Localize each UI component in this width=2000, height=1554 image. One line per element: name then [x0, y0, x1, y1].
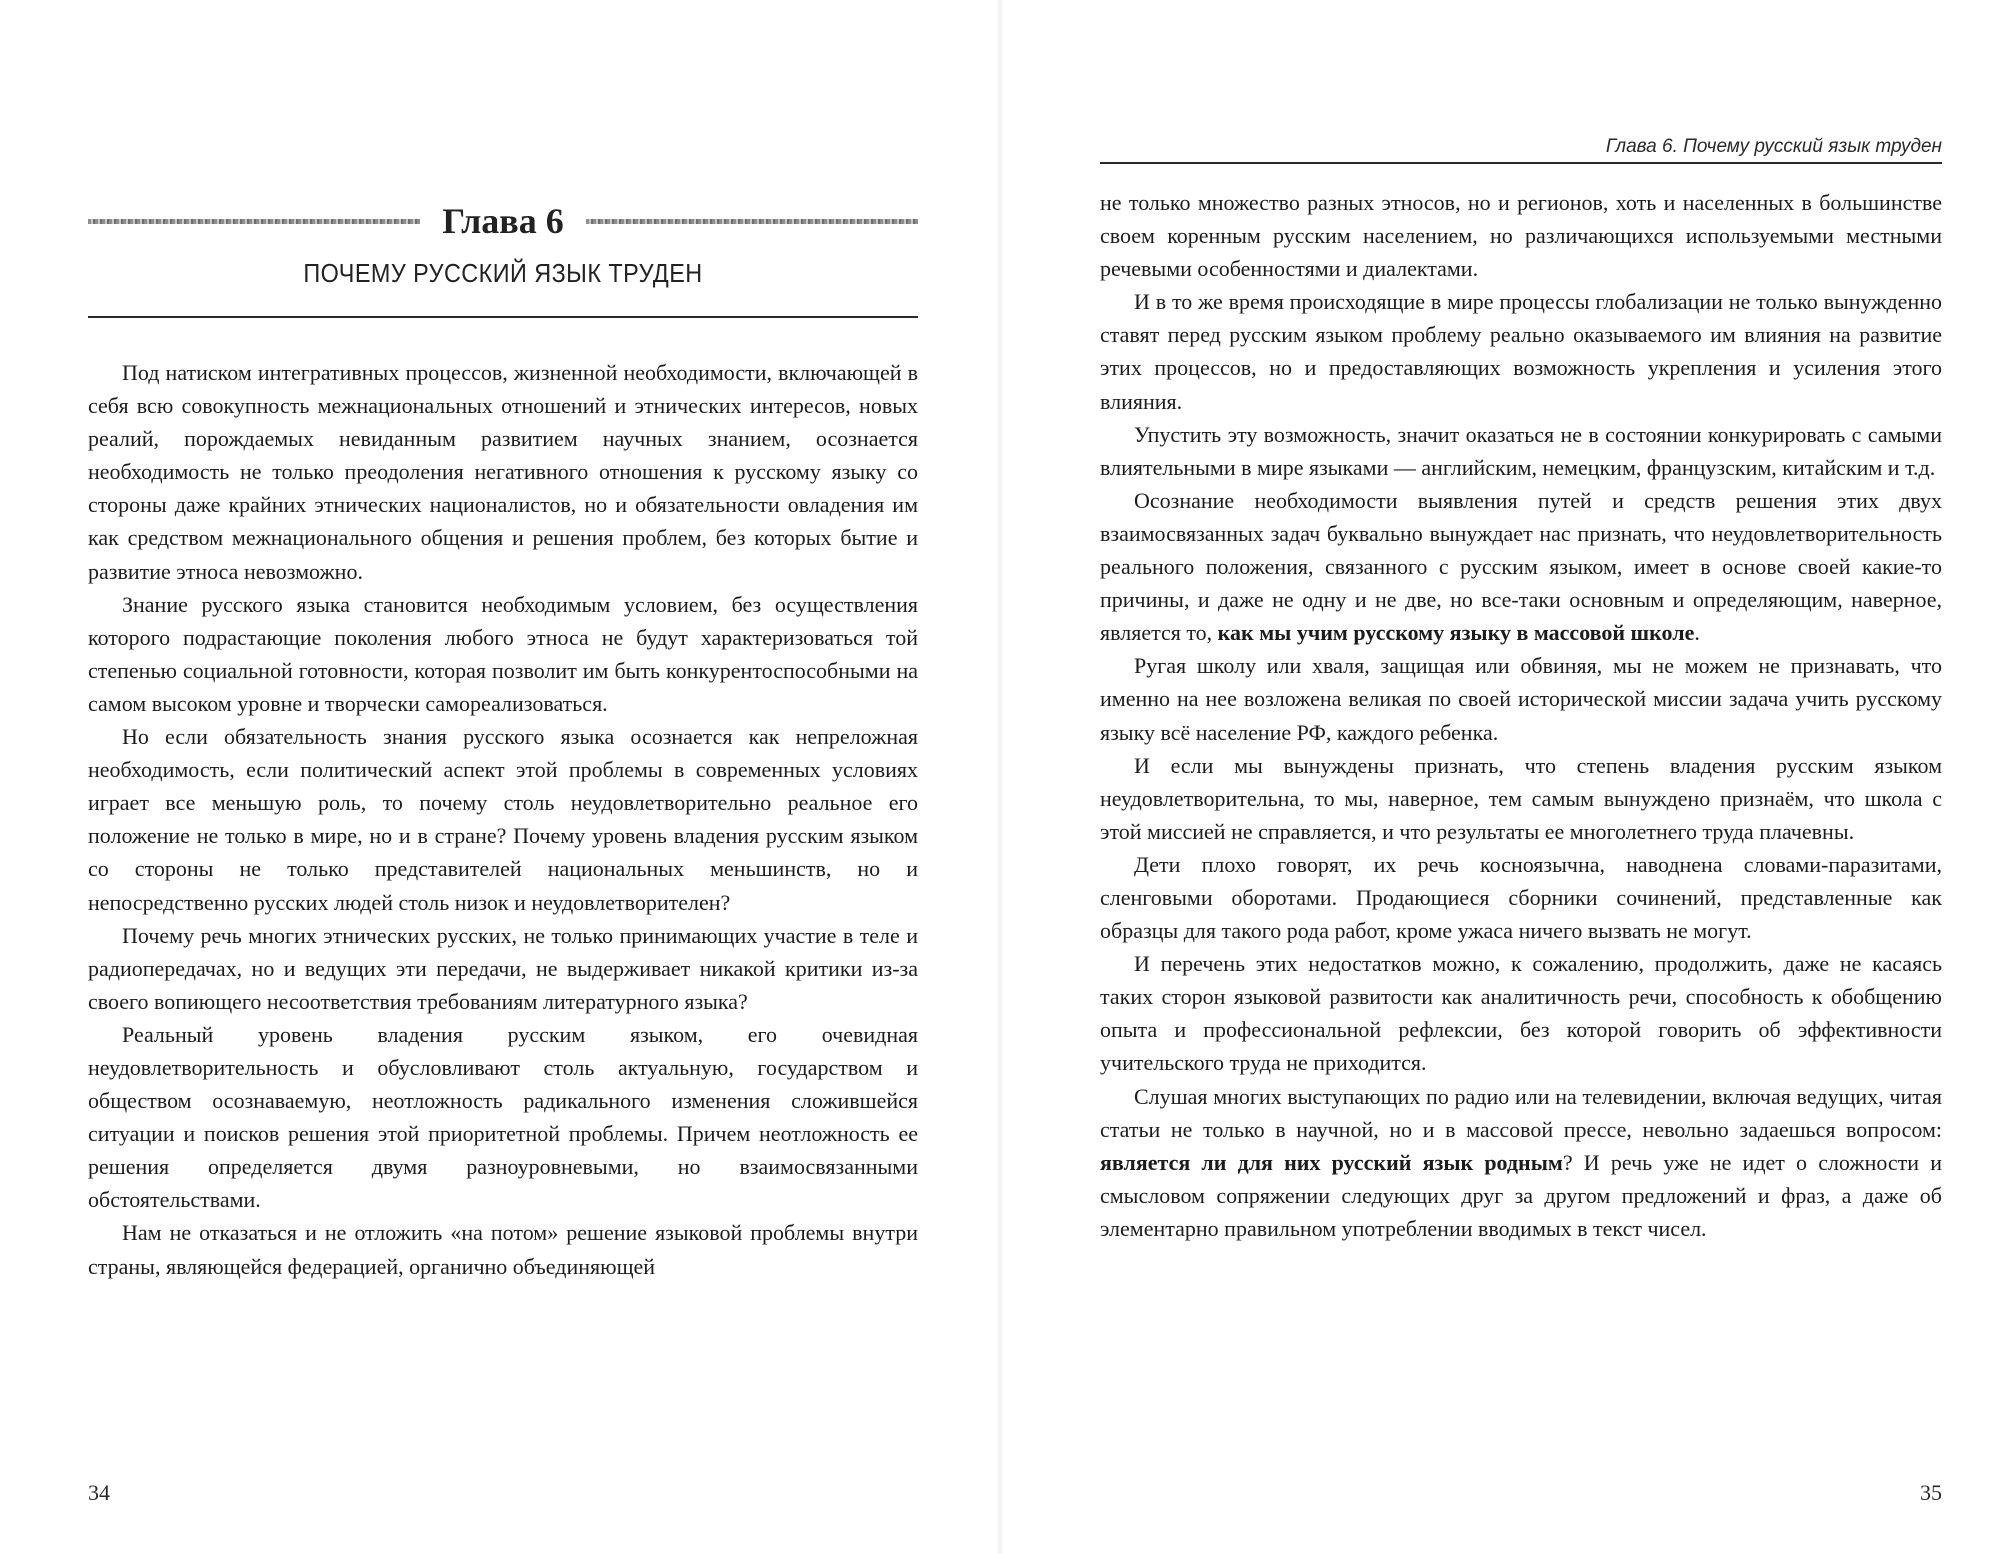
page-number-right: 35: [1920, 1480, 1942, 1505]
chapter-title: Глава 6: [442, 201, 564, 241]
running-header: Глава 6. Почему русский язык труден: [1605, 136, 1942, 157]
paragraph: Упустить эту возможность, значит оказаться не в состоянии конкурировать с самыми влиятельными в мире языками — английским, немецким, французским, китайским и т.д.: [1100, 421, 1942, 480]
chapter-ornament-left: [88, 219, 420, 224]
paragraph: Но если обязательность знания русского языка осознается как непреложная необходимость, если политический аспект этой проблемы в современных условиях играет все меньшую роль, то почему столь неудовлетворительно реальное его положение не только в мире, но и в стране? Почему уровень владения русским языком со стороны не только представителей национальных меньшинств, но и непосредственно русских людей столь низок и неудовлетворителен?: [88, 724, 918, 915]
emphasis-text: как мы учим русскому языку в массовой школе: [1217, 620, 1695, 646]
paragraph: Слушая многих выступающих по радио или на телевидении, включая ведущих, читая статьи не только в научной, но и в массовой прессе, невольно задаешься вопросом: является ли для них русский язык родным? И речь уже не идет о сложности и смысловом сопряжении следующих друг за другом предложений и фраз, а даже об элементарно правильном употреблении вводимых в текст чисел.: [1100, 1083, 1942, 1241]
paragraph: Ругая школу или хваля, защищая или обвиняя, мы не можем не признавать, что именно на нее возложена великая по своей исторической миссии задача учить русскому языку всё население РФ, каждого ребенка.: [1100, 653, 1942, 745]
right-body-text: [1100, 186, 1942, 1245]
paragraph: Реальный уровень владения русским языком, его очевидная неудовлетворительность и обусловливают столь актуальную, государством и обществом осознаваемую, неотложность радикального изменения сложившейся ситуации и поисков решения этой приоритетной проблемы. Причем неотложность ее решения определяется двумя разноуровневыми, но взаимосвязанными обстоятельствами.: [88, 1021, 918, 1213]
right-page: [1000, 0, 2000, 1554]
paragraph: Осознание необходимости выявления путей и средств решения этих двух взаимосвязанных задач буквально вынуждает нас признать, что неудовлетворительность реального положения, связанного с русским языком, имеет в основе своей какие-то причины, и даже не одну и не две, но все-таки основным и определяющим, наверное, является то, как мы учим русскому языку в массовой школе.: [1100, 487, 1942, 646]
running-header-rule: [1100, 162, 1942, 164]
paragraph: Знание русского языка становится необходимым условием, без осуществления которого подрастающие поколения любого этноса не будут характеризоваться той степенью социальной готовности, которая позволит им быть конкурентоспособными на самом высоком уровне и творчески самореализоваться.: [88, 591, 918, 716]
chapter-subtitle: ПОЧЕМУ РУССКИЙ ЯЗЫК ТРУДЕН: [303, 258, 703, 288]
paragraph: Дети плохо говорят, их речь косноязычна, наводнена словами-паразитами, сленговыми оборотами. Продающиеся сборники сочинений, представленные как образцы для такого рода работ, кроме ужаса ничего вызвать не могут.: [1100, 851, 1942, 944]
paragraph: И в то же время происходящие в мире процессы глобализации не только вынужденно ставят перед русским языком проблему реально оказываемого им влияния на развитие этих процессов, но и предоставляющих возможность укрепления и усиления этого влияния.: [1100, 289, 1942, 414]
left-body-text: [88, 356, 918, 1283]
paragraph: И перечень этих недостатков можно, к сожалению, продолжить, даже не касаясь таких сторон языковой развитости как аналитичность речи, способность к обобщению опыта и профессиональной рефлексии, без которой говорить об эффективности учительского труда не приходится.: [1100, 951, 1942, 1076]
paragraph: И если мы вынуждены признать, что степень владения русским языком неудовлетворительна, то мы, наверное, тем самым вынуждено признаём, что школа с этой миссией не справляется, и что результаты ее многолетнего труда плачевны.: [1100, 752, 1942, 844]
emphasis-text: является ли для них русский язык родным: [1100, 1149, 1563, 1175]
chapter-ornament-right: [586, 219, 918, 224]
paragraph: Почему речь многих этнических русских, не только принимающих участие в теле и радиопередачах, но и ведущих эти передачи, не выдерживает никакой критики из-за своего вопиющего несоответствия требованиям литературного языка?: [88, 922, 918, 1014]
paragraph: не только множество разных этносов, но и регионов, хоть и населенных в большинстве своем коренным русским населением, но различающихся используемыми местными речевыми особенностями и диалектами.: [1100, 190, 1942, 282]
paragraph: Нам не отказаться и не отложить «на потом» решение языковой проблемы внутри страны, являющейся федерацией, органично объединяющей: [88, 1220, 918, 1279]
page-number-left: 34: [88, 1480, 110, 1505]
paragraph: Под натиском интегративных процессов, жизненной необходимости, включающей в себя всю совокупность межнациональных отношений и этнических интересов, новых реалий, порождаемых невиданным развитием научных знанием, осознается необходимость не только преодоления негативного отношения к русскому языку со стороны даже крайних этнических националистов, но и обязательности овладения им как средством межнационального общения и решения проблем, без которых бытие и развитие этноса невозможно.: [88, 360, 918, 584]
chapter-divider: [88, 316, 918, 318]
chapter-heading: [88, 196, 918, 246]
